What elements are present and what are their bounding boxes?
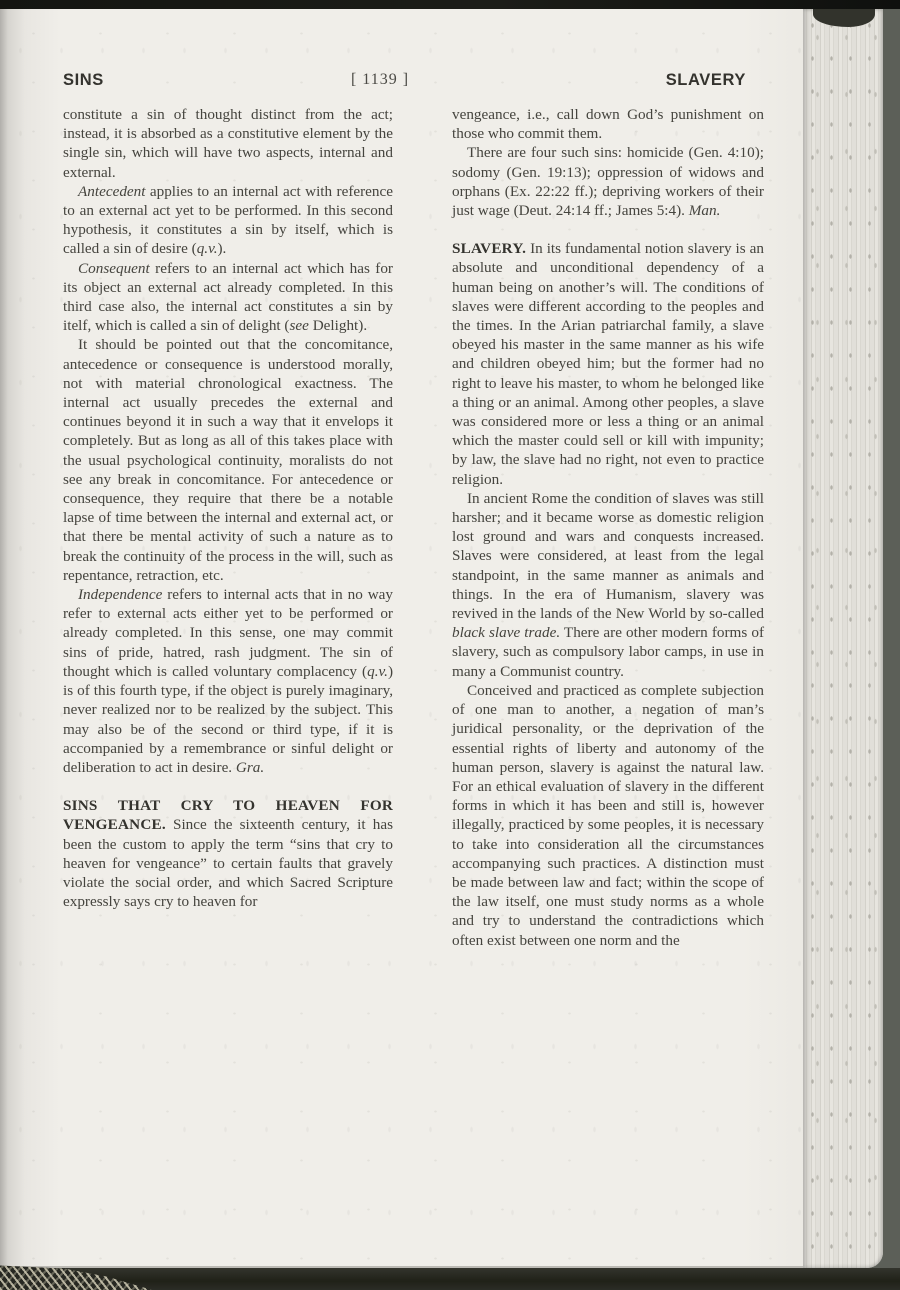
text-segment: q.v. (196, 240, 218, 258)
text-segment: black slave trade. (452, 624, 561, 642)
text-segment: Gra. (235, 758, 265, 776)
paragraph (452, 105, 764, 143)
text-segment: There are other modern forms of slavery, such as compulsory labor camps, in use in many a Communist country. (452, 624, 764, 680)
text-segment: constitute a sin of thought distinct from the act; instead, it is absorbed as a constitutive element by the single sin, which will have two aspects, internal and external. (63, 106, 393, 181)
paragraph (452, 489, 764, 681)
entry-headword: SLAVERY. (452, 240, 527, 258)
paragraph (63, 335, 393, 585)
paragraph (63, 182, 393, 259)
page-number: [ 1139 ] (350, 71, 410, 88)
paragraph (452, 239, 764, 489)
entry-headword: SINS THAT CRY TO HEAVEN FOR VENGEANCE. (63, 797, 393, 834)
text-segment: applies to an internal act with reference to an external act yet to be performed. In this second hypothesis, it constitutes a sin by itself, which is called a sin of desire ( (63, 182, 393, 258)
page-fore-edge (803, 9, 883, 1268)
page (0, 9, 883, 1268)
text-segment: vengeance, i.e., call down God’s punishment on those who commit them. (452, 106, 764, 143)
paragraph (452, 681, 764, 950)
text-segment: Since the sixteenth century, it has been the custom to apply the term “sins that cry to heaven for vengeance” to certain faults that gravely violate the social order, and which Sacred Scripture expressly says cry to heaven for (63, 816, 393, 911)
text-segment: refers to internal acts that in no way refer to external acts either yet to be performed or already completed. In this sense, one may commit sins of pride, hatred, rash judgment. The sin of thought which is called voluntary complacency ( (63, 586, 393, 680)
text-segment: Delight). (308, 317, 368, 335)
text-segment: It should be pointed out that the concomitance, antecedence or consequence is understood morally, not with material chronological exactness. The internal act usually precedes the external and continues beyond it in such a way that it envelops it completely. But as long as all of this takes place with the usual psychological continuity, moralists do not see any break in concomitance. For antecedence or consequence, they require that there be a notable lapse of time between the internal and external act, or that there be mental activity of such a nature as to break the continuity of the process in the will, such as repentance, retraction, etc. (63, 336, 393, 584)
text-segment: Antecedent (78, 182, 146, 200)
text-segment: q.v. (367, 662, 388, 680)
text-segment: There are four such sins: homicide (Gen. 4:10); sodomy (Gen. 19:13); oppression of widows and orphans (Ex. 22:22 ff.); depriving workers of their just wage (Deut. 24:14 ff.; James 5:4). (452, 144, 764, 220)
paragraph (63, 796, 393, 911)
text-segment: Independence (78, 586, 163, 604)
text-segment: see (289, 317, 309, 335)
column-right (452, 105, 764, 950)
text-segment: refers to an internal act which has for its object an external act already completed. In this third case also, the internal act constitutes a sin by itelf, which is called a sin of delight ( (63, 259, 393, 335)
running-head-right: SLAVERY (665, 71, 746, 89)
paragraph (63, 585, 393, 777)
text-segment: Conceived and practiced as complete subjection of one man to another, a negation of man’s juridical personality, or the deprivation of the essential rights of liberty and autonomy of the human person, slavery is against the natural law. For an ethical evaluation of slavery in the different forms in which it has been and still is, however illegally, practiced by some peoples, it is necessary to take into consideration all the circumstances accompanying such practices. A distinction must be made between law and fact; within the scope of the law itself, one must study norms as a whole and try to understand the contradictions which often exist between one norm and the (452, 681, 764, 949)
paragraph (63, 259, 393, 336)
paragraph (452, 143, 764, 220)
column-left (63, 105, 393, 911)
text-segment: ) is of this fourth type, if the object is purely imaginary, never realized nor to be realized by the subject. This may also be of the second or third type, if it is accompanied by a remembrance or sinful delight or deliberation to act in desire. (63, 662, 393, 776)
text-segment: Man. (688, 202, 721, 220)
paragraph (63, 105, 393, 182)
text-segment: In its fundamental notion slavery is an absolute and unconditional dependency of a human being on another’s will. The conditions of slaves were different according to the peoples and the times. In the Arian patriarchal family, a slave obeyed his master in the same manner as his wife and children obeyed him; but the former had no right to leave his master, to whom he belonged like a thing or an animal. Among other peoples, a slave was considered more or less a thing or an animal which the master could sell or kill with impunity; by law, the slave had no right, not even to practice religion. (452, 240, 764, 488)
cover-top-band (0, 0, 900, 9)
text-segment: ). (217, 240, 227, 258)
text-segment: Consequent (78, 259, 150, 277)
running-head-left: SINS (63, 71, 104, 89)
text-segment: In ancient Rome the condition of slaves was still harsher; and it became worse as domestic religion lost ground and wars and conquests increased. Slaves were considered, at least from the legal standpoint, in the same manner as animals and things. In the era of Humanism, slavery was revived in the lands of the New World by so-called (452, 489, 764, 623)
